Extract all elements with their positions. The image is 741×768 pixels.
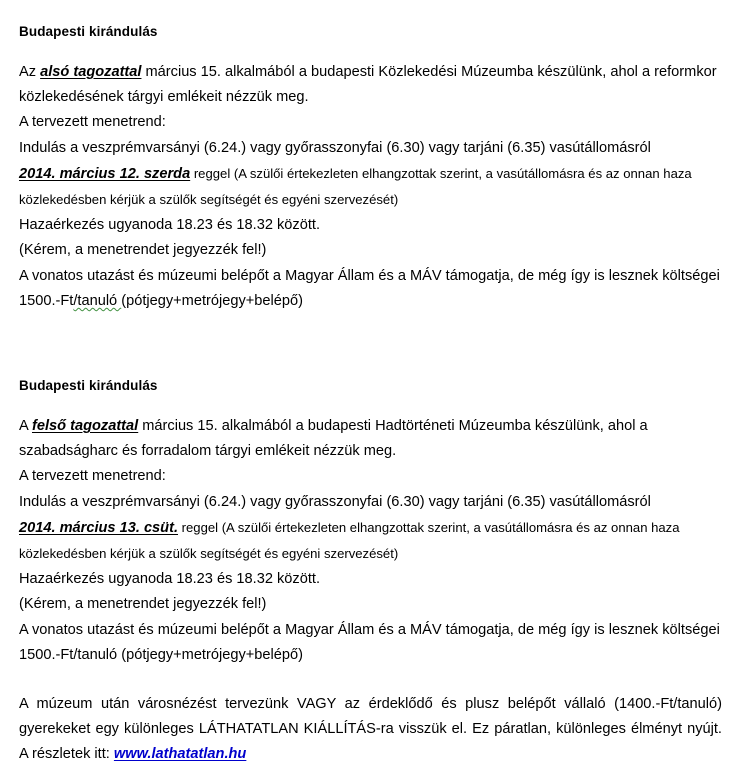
date-emphasis: 2014. március 12. szerda — [19, 165, 191, 182]
return-line: Hazaérkezés ugyanoda 18.23 és 18.32 között. — [19, 571, 320, 588]
date-rest: reggel (A szülői értekezleten elhangzottak szerint, a vasútállomásra és az onnan haza közlekedésben kérjük a szülők segítségét és egyéni szervezését) — [19, 165, 692, 208]
intro-paragraph — [19, 414, 722, 464]
cost-spellcheck-word: /tanuló — [73, 292, 122, 309]
schedule-label: A tervezett menetrend: — [19, 468, 166, 485]
date-emphasis: 2014. március 13. csüt. — [19, 519, 179, 536]
date-rest: reggel (A szülői értekezleten elhangzottak szerint, a vasútállomásra és az onnan haza közlekedésben kérjük a szülők segítségét és egyéni szervezését) — [19, 519, 680, 562]
return-line: Hazaérkezés ugyanoda 18.23 és 18.32 között. — [19, 217, 320, 234]
section-felso-tagozat — [19, 376, 722, 668]
intro-paragraph — [19, 60, 722, 110]
section-heading: Budapesti kirándulás — [19, 24, 158, 39]
cost-prefix: A vonatos utazást és múzeumi belépőt a Magyar Állam és a MÁV támogatja, de még így is lesznek költségei 1500.-Ft — [19, 267, 720, 309]
intro-prefix: Az — [19, 64, 41, 80]
intro-rest: március 15. alkalmából a budapesti Hadtörténeti Múzeumba készülünk, ahol a szabadságharc és forradalom tárgyi emlékeit nézzük meg. — [19, 418, 648, 460]
intro-emphasis: alsó tagozattal — [40, 64, 142, 80]
closing-paragraph — [19, 692, 722, 768]
intro-prefix: A — [19, 418, 32, 435]
section-divider-gap — [19, 314, 722, 376]
schedule-label: A tervezett menetrend: — [19, 114, 166, 131]
cost-suffix: (pótjegy+metrójegy+belépő) — [121, 292, 303, 309]
note-line: (Kérem, a menetrendet jegyezzék fel!) — [19, 242, 267, 259]
departure-line: Indulás a veszprémvarsányi (6.24.) vagy győrasszonyfai (6.30) vagy tarjáni (6.35) vasútállomásról — [19, 139, 651, 156]
lathatatlan-link[interactable]: www.lathatatlan.hu — [113, 746, 247, 763]
date-paragraph — [19, 515, 722, 567]
cost-paragraph — [19, 264, 722, 314]
intro-emphasis: felső tagozattal — [31, 418, 139, 435]
intro-rest: március 15. alkalmából a budapesti Közlekedési Múzeumba készülünk, ahol a reformkor közlekedésének tárgyi emlékeit nézzük meg. — [19, 64, 717, 106]
cost-paragraph: A vonatos utazást és múzeumi belépőt a Magyar Állam és a MÁV támogatja, de még így is lesznek költségei 1500.-Ft/tanuló (pótjegy+metrójegy+belépő) — [19, 621, 720, 663]
departure-line: Indulás a veszprémvarsányi (6.24.) vagy győrasszonyfai (6.30) vagy tarjáni (6.35) vasútállomásról — [19, 493, 651, 510]
section-heading: Budapesti kirándulás — [19, 378, 158, 394]
closing-text: A múzeum után városnézést tervezünk VAGY az érdeklődő és plusz belépőt vállaló (1400.-Ft/tanuló) gyerekeket egy különleges LÁTHATATLAN KIÁLLÍTÁS-ra visszük el. Ez páratlan, különleges élményt nyújt. A részletek itt: — [19, 696, 722, 763]
date-paragraph — [19, 161, 722, 213]
note-line: (Kérem, a menetrendet jegyezzék fel!) — [19, 596, 267, 613]
section-also-tagozat — [19, 22, 722, 314]
closing-gap — [19, 668, 722, 692]
